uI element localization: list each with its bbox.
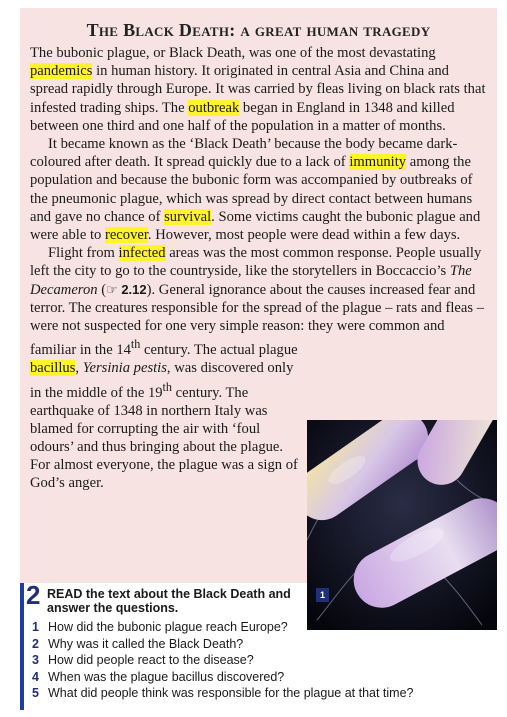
question-number: 5 [32, 686, 39, 701]
cross-reference-link[interactable]: ☞ 2.12 [106, 281, 147, 297]
book-title: The Decameron [30, 263, 472, 298]
question-text: How did people react to the disease? [48, 653, 254, 668]
list-item [32, 685, 502, 702]
list-item [32, 619, 502, 636]
article-body [30, 44, 490, 553]
glossary-word: outbreak [188, 99, 240, 116]
paragraph-2: It became known as the ‘Black Death’ because the body became dark-coloured after death. It spread quickly due to a lack of immunity among the population and because the bubonic form was accompanied by outbreaks of the pneumonic plague, which was spread by direct contact between humans and gave no chance of survival. Some victims caught the bubonic plague and were able to recover. However, most people were dead within a few days. [30, 136, 481, 244]
image-wrap-space [310, 345, 500, 553]
glossary-word: infected [118, 245, 166, 262]
question-list [32, 619, 502, 702]
species-name: Yersinia pestis [82, 360, 167, 377]
list-item [32, 669, 502, 686]
question-text: When was the plague bacillus discovered? [48, 669, 285, 684]
task-number: 2 [26, 580, 41, 610]
task-accent-bar [20, 583, 24, 710]
article-title: The Black Death: a great human tragedy [86, 20, 431, 40]
question-text: What did people think was responsible for the plague at that time? [48, 686, 414, 701]
glossary-word: survival [164, 208, 212, 225]
question-number: 3 [32, 653, 39, 668]
question-text: How did the bubonic plague reach Europe? [48, 620, 288, 634]
glossary-word: recover [104, 227, 148, 244]
paragraph-3: Flight from infected areas was the most common response. People usually left the city to go to the countryside, like the storytellers in Boccaccio’s The Decameron (☞ 2.12). General ignorance about the causes increased fear and terror. The creatures responsible for the spread of the plague – rats and fleas – were not suspected for one very simple reason: they were common and familiar in the 14th century. The actual plague bacillus, Yersinia pestis, was discovered only in the middle of the 19th century. The earthquake of 1348 in northern Italy was blamed for corrupting the air with ‘foul odours’ and thus bringing about the plague. For almost everyone, the plague was a sign of God’s anger. [30, 244, 490, 492]
question-number: 2 [32, 636, 39, 651]
glossary-word: pandemics [30, 63, 93, 80]
list-item [32, 636, 502, 653]
list-item [32, 652, 502, 669]
question-text: Why was it called the Black Death? [48, 636, 244, 651]
task-instruction: READ the text about the Black Death and answer the questions. [47, 587, 291, 615]
glossary-word: immunity [349, 154, 407, 171]
paragraph-1: The bubonic plague, or Black Death, was one of the most devastating pandemics in human history. It originated in central Asia and China and spread rapidly through Europe. It was carried by fleas living on black rats that infested trading ships. The outbreak began in England in 1348 and killed between one third and one half of the population in a matter of months. [30, 45, 486, 134]
question-number: 1 [32, 620, 39, 634]
question-number: 4 [32, 669, 39, 684]
glossary-word: bacillus [30, 360, 76, 377]
image-number-badge: 1 [316, 588, 329, 602]
